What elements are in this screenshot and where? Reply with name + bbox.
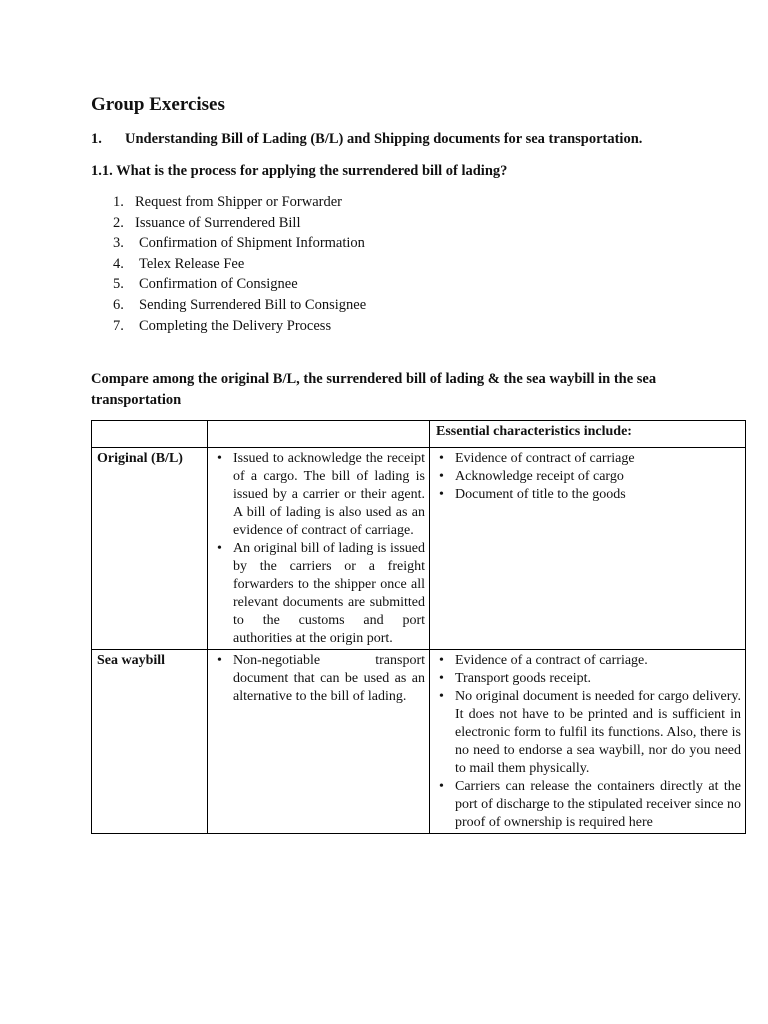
step-text: Sending Surrendered Bill to Consignee (139, 296, 367, 313)
bullet-item: • Evidence of a contract of carriage. (455, 652, 741, 670)
step-number: 4. (113, 255, 124, 272)
bullet-item: • An original bill of lading is issued by the carriers or a freight forwarders to the shipper once all relevant documents are submitted to the customs and port authorities at the origin port. (233, 540, 425, 648)
characteristics-list (430, 650, 745, 833)
description-cell (208, 650, 430, 834)
description-list (208, 448, 429, 649)
bullet-item: • Issued to acknowledge the receipt of a cargo. The bill of lading is issued by a carrier or their agent. A bill of lading is also used as an evidence of contract of carriage. (233, 450, 425, 540)
list-item (113, 233, 366, 254)
bullet-item: • Transport goods receipt. (455, 670, 741, 688)
step-text: Telex Release Fee (139, 255, 245, 272)
step-text: Completing the Delivery Process (139, 317, 332, 334)
bullet-item: • Document of title to the goods (455, 486, 741, 504)
row-label: Sea waybill (92, 650, 208, 834)
characteristics-cell (430, 448, 746, 650)
step-text: Confirmation of Consignee (139, 276, 298, 293)
step-number: 7. (113, 317, 124, 334)
compare-heading: Compare among the original B/L, the surrendered bill of lading & the sea waybill in the sea transportation (91, 371, 657, 408)
list-item (113, 316, 366, 337)
header-cell-1 (92, 421, 208, 448)
header-cell-2 (208, 421, 430, 448)
description-list (208, 650, 429, 707)
characteristics-list (430, 448, 745, 505)
step-number: 5. (113, 276, 124, 293)
question-heading: 1.1. What is the process for applying the surrendered bill of lading? (91, 163, 508, 179)
list-item (113, 295, 366, 316)
step-text: Confirmation of Shipment Information (139, 235, 365, 252)
list-item (113, 192, 366, 213)
step-number: 3. (113, 235, 124, 252)
section-heading (91, 131, 642, 148)
section-number: 1. (91, 131, 102, 147)
page-title: Group Exercises (91, 94, 225, 115)
step-number: 1. (113, 194, 124, 210)
bullet-item: • Carriers can release the containers directly at the port of discharge to the stipulated receiver since no proof of ownership is required here (455, 778, 741, 832)
header-cell-characteristics: Essential characteristics include: (430, 421, 746, 448)
step-text: Issuance of Surrendered Bill (135, 214, 301, 231)
process-steps-list (113, 192, 366, 336)
description-cell (208, 448, 430, 650)
bullet-item: • Acknowledge receipt of cargo (455, 468, 741, 486)
list-item (113, 254, 366, 275)
step-number: 6. (113, 296, 124, 313)
section-text: Understanding Bill of Lading (B/L) and Shipping documents for sea transportation. (125, 131, 643, 147)
bullet-item: • Non-negotiable transport document that can be used as an alternative to the bill of lading. (233, 652, 425, 706)
table-row (92, 448, 746, 650)
row-label: Original (B/L) (92, 448, 208, 650)
step-text: Request from Shipper or Forwarder (135, 194, 342, 210)
bullet-item: • No original document is needed for cargo delivery. It does not have to be printed and is sufficient in electronic form to fulfil its functions. Also, there is no need to endorse a sea waybill, nor do you need to mail them physically. (455, 688, 741, 778)
table-header-row (92, 421, 746, 448)
step-number: 2. (113, 214, 124, 231)
comparison-table (91, 420, 746, 834)
list-item (113, 274, 366, 295)
characteristics-cell (430, 650, 746, 834)
bullet-item: • Evidence of contract of carriage (455, 450, 741, 468)
table-row (92, 650, 746, 834)
list-item (113, 213, 366, 234)
